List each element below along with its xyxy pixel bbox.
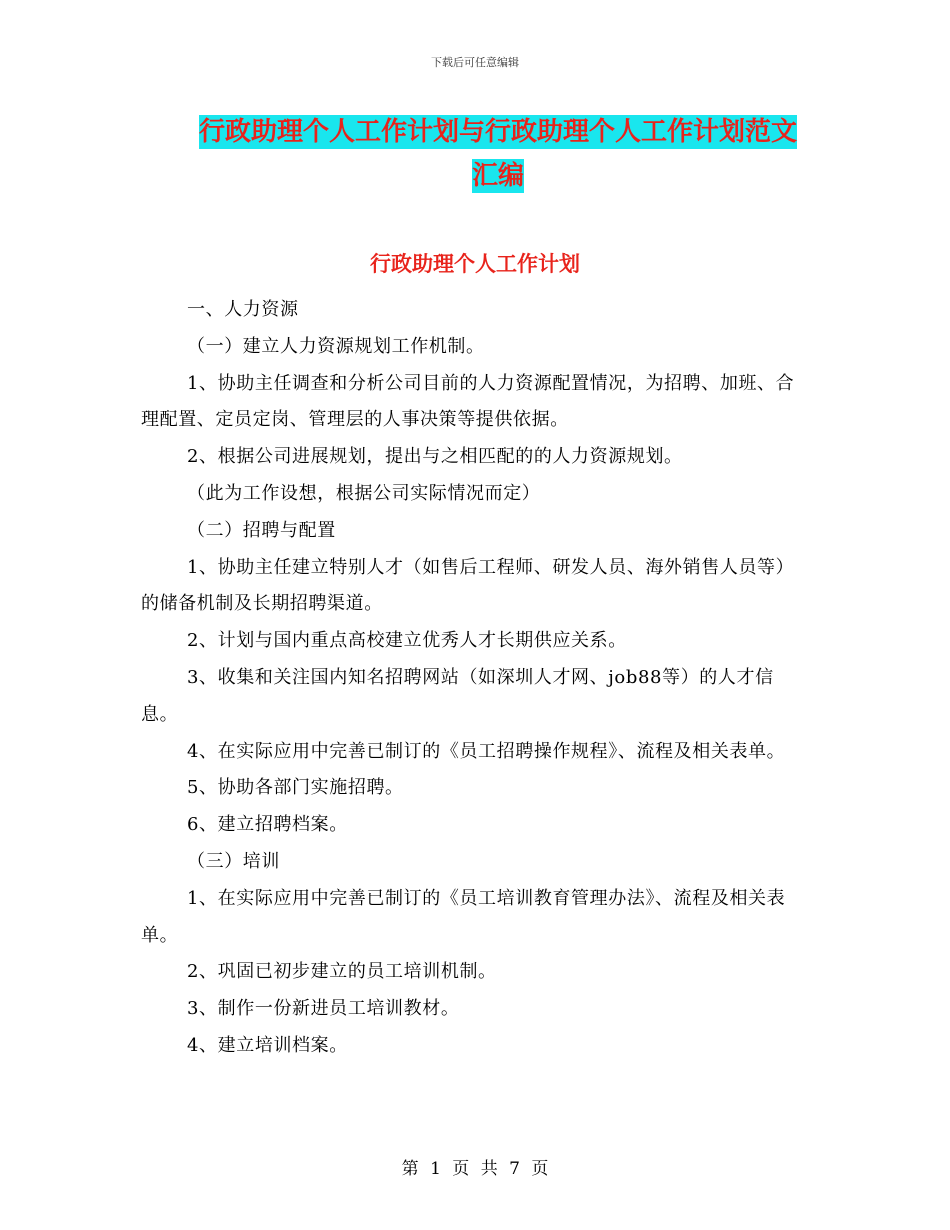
list-item: 4、建立培训档案。 <box>187 1034 348 1056</box>
list-item: 1、协助主任调查和分析公司目前的人力资源配置情况，为招聘、加班、合理配置、定员定岗、管理层的人事决策等提供依据。 <box>141 372 795 431</box>
note-paragraph: （此为工作设想，根据公司实际情况而定） <box>187 482 541 504</box>
list-item: 2、根据公司进展规划，提出与之相匹配的的人力资源规划。 <box>187 446 683 468</box>
document-title-line-2: 汇编 <box>471 161 524 191</box>
page-header-note: 下载后可任意编辑 <box>431 56 519 69</box>
list-item: 2、巩固已初步建立的员工培训机制。 <box>187 961 497 983</box>
document-body <box>141 292 809 1065</box>
list-item: 6、建立招聘档案。 <box>187 814 348 836</box>
subheading-training: （三）培训 <box>187 850 280 872</box>
list-item: 5、协助各部门实施招聘。 <box>187 777 404 799</box>
document-title-line-1: 行政助理个人工作计划与行政助理个人工作计划范文 <box>198 117 797 147</box>
subheading-recruitment: （二）招聘与配置 <box>187 519 336 541</box>
section-title: 行政助理个人工作计划 <box>370 252 580 276</box>
heading-human-resources: 一、人力资源 <box>187 299 299 320</box>
list-item: 4、在实际应用中完善已制订的《员工招聘操作规程》、流程及相关表单。 <box>187 740 786 762</box>
list-item: 3、制作一份新进员工培训教材。 <box>187 998 460 1020</box>
list-item: 3、收集和关注国内知名招聘网站（如深圳人才网、job88等）的人才信息。 <box>141 666 774 725</box>
document-title <box>192 110 804 198</box>
list-item: 1、在实际应用中完善已制订的《员工培训教育管理办法》、流程及相关表单。 <box>141 887 786 946</box>
subheading-planning-mechanism: （一）建立人力资源规划工作机制。 <box>187 335 485 357</box>
list-item: 2、计划与国内重点高校建立优秀人才长期供应关系。 <box>187 630 627 652</box>
list-item: 1、协助主任建立特别人才（如售后工程师、研发人员、海外销售人员等）的储备机制及长期招聘渠道。 <box>141 556 795 615</box>
page-number-footer: 第 1 页 共 7 页 <box>401 1159 549 1179</box>
